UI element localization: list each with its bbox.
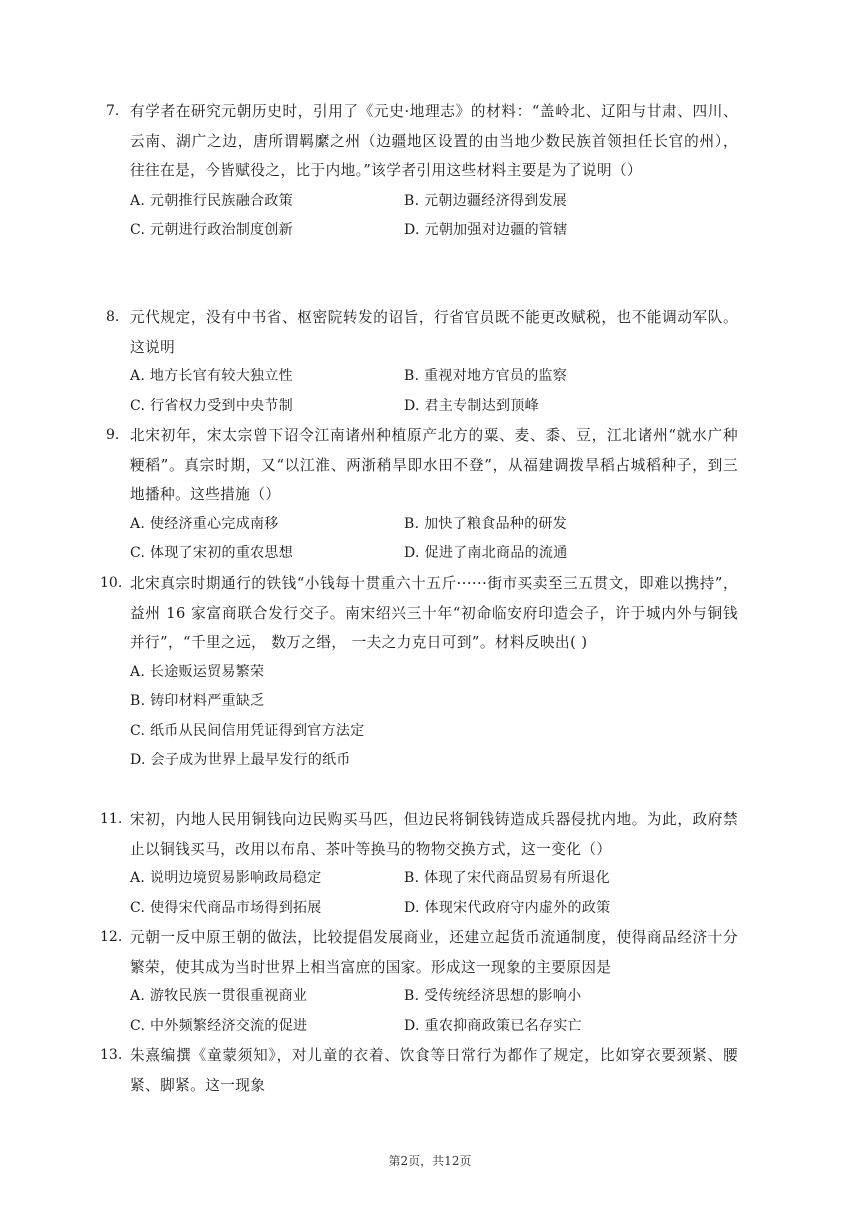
options [130, 362, 738, 421]
option-c: C. 行省权力受到中央节制 [130, 397, 294, 414]
question-number: 7. [106, 103, 120, 119]
option-b: B. 元朝边疆经济得到发展 [404, 192, 568, 209]
question-9 [106, 421, 738, 569]
option-c: C. 纸币从民间信用凭证得到官方法定 [130, 722, 365, 739]
question-text: 朱熹编撰《童蒙须知》，对儿童的衣着、饮食等日常行为都作了规定，比如穿衣要颈紧、腰紧、脚紧。这一现象 [130, 1047, 738, 1094]
options [130, 510, 738, 569]
option-c: C. 中外频繁经济交流的促进 [130, 1017, 308, 1034]
option-a: A. 长途贩运贸易繁荣 [130, 663, 265, 680]
question-text: 元朝一反中原王朝的做法，比较提倡发展商业，还建立起货币流通制度，使得商品经济十分繁荣，使其成为当时世界上相当富庶的国家。形成这一现象的主要原因是 [130, 929, 738, 976]
question-text: 北宋真宗时期通行的铁钱“小钱每十贯重六十五斤······街市买卖至三五贯文，即难以携持”， 益州 16 家富商联合发行交子。南宋绍兴三十年“初命临安府印造会子，许于城内外与铜钱并行”，“千里之远， 数万之缗， 一夫之力克日可到”。材料反映出( ) [130, 575, 738, 651]
option-b: B. 加快了粮食品种的研发 [404, 515, 568, 532]
option-a: A. 地方长官有较大独立性 [130, 368, 293, 384]
option-b: B. 体现了宋代商品贸易有所退化 [404, 870, 610, 886]
question-number: 10. [100, 575, 123, 591]
option-d: D. 体现宋代政府守内虚外的政策 [404, 899, 611, 916]
option-c: C. 元朝进行政治制度创新 [130, 222, 294, 238]
option-c: C. 使得宋代商品市场得到拓展 [130, 899, 322, 916]
option-a: A. 使经济重心完成南移 [130, 515, 279, 532]
option-d: D. 重农抑商政策已名存实亡 [404, 1017, 582, 1034]
option-a: A. 游牧民族一贯很重视商业 [130, 988, 308, 1004]
question-text: 宋初，内地人民用铜钱向边民购买马匹，但边民将铜钱铸造成兵器侵扰内地。为此，政府禁止以铜钱买马，改用以布帛、茶叶等换马的物物交换方式，这一变化（） [130, 811, 738, 858]
options [130, 864, 738, 923]
question-7 [106, 97, 738, 246]
page-footer: 第2页，共12页 [388, 1154, 472, 1168]
options [130, 187, 738, 246]
question-8 [106, 303, 738, 421]
question-text: 有学者在研究元朝历史时，引用了《元史·地理志》的材料：“盖岭北、辽阳与甘肃、四川、云南、湖广之边，唐所谓羁縻之州（边疆地区设置的由当地少数民族首领担任长官的州），往往在是，今皆赋役之，比于内地。”该学者引用这些材料主要是为了说明（） [130, 103, 738, 179]
question-11 [100, 805, 738, 923]
question-10 [100, 569, 738, 776]
option-b: B. 铸印材料严重缺乏 [130, 693, 265, 709]
question-text: 北宋初年，宋太宗曾下诏令江南诸州种植原产北方的粟、麦、黍、豆，江北诸州“就水广种粳稻”。真宗时期，又“以江淮、两浙稍旱即水田不登”，从福建调拨旱稻占城稻种子，到三地播种。这些措施（） [130, 427, 738, 503]
question-number: 8. [106, 309, 120, 325]
question-number: 11. [100, 811, 123, 827]
option-a: A. 元朝推行民族融合政策 [130, 192, 293, 209]
question-number: 12. [100, 929, 123, 945]
option-d: D. 促进了南北商品的流通 [404, 545, 568, 561]
options [130, 982, 738, 1041]
option-c: C. 体现了宋初的重农思想 [130, 545, 294, 561]
question-text: 元代规定，没有中书省、枢密院转发的诏旨，行省官员既不能更改赋税，也不能调动军队。这说明 [130, 309, 738, 356]
option-d: D. 君主专制达到顶峰 [404, 397, 539, 414]
question-number: 13. [100, 1047, 123, 1063]
question-12 [100, 923, 738, 1041]
option-b: B. 重视对地方官员的监察 [404, 368, 568, 384]
option-d: D. 元朝加强对边疆的管辖 [404, 222, 568, 238]
question-13 [100, 1041, 738, 1100]
options [130, 658, 738, 776]
question-number: 9. [106, 427, 120, 443]
option-d: D. 会子成为世界上最早发行的纸币 [130, 752, 351, 768]
option-a: A. 说明边境贸易影响政局稳定 [130, 870, 322, 886]
option-b: B. 受传统经济思想的影响小 [404, 988, 582, 1004]
